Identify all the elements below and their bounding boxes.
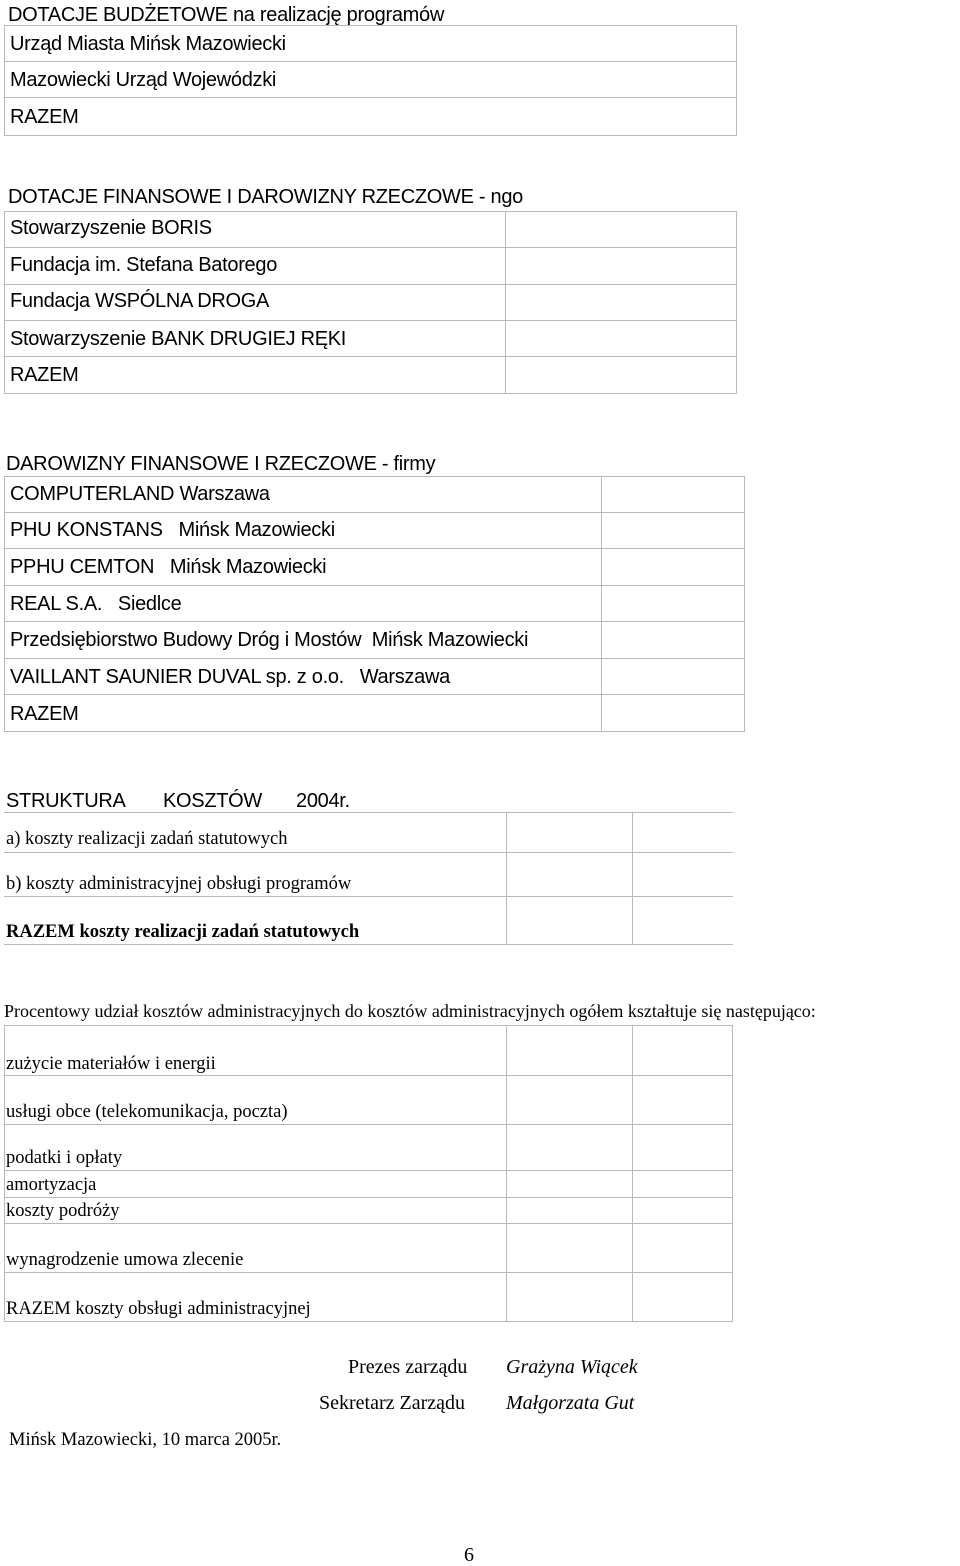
row-name: PPHU CEMTON Mińsk Mazowiecki: [10, 556, 327, 578]
section-title-year: 2004r.: [296, 790, 350, 812]
row-name: Stowarzyszenie BANK DRUGIEJ RĘKI: [10, 328, 347, 350]
sekretarz-name: Małgorzata Gut: [506, 1392, 635, 1414]
row-name: podatki i opłaty: [6, 1148, 123, 1168]
section-title: DOTACJE BUDŻETOWE na realizację programów: [8, 4, 444, 26]
row-name: Stowarzyszenie BORIS: [10, 217, 212, 239]
prezes-role: Prezes zarządu: [348, 1356, 468, 1378]
section-title-struktura: STRUKTURA: [6, 790, 126, 812]
row-name: usługi obce (telekomunikacja, poczta): [6, 1102, 288, 1122]
section-title: DOTACJE FINANSOWE I DAROWIZNY RZECZOWE - ngo: [8, 186, 523, 208]
page-number: 6: [464, 1544, 474, 1566]
row-name-total: RAZEM: [10, 364, 79, 386]
row-name: COMPUTERLAND Warszawa: [10, 483, 270, 505]
row-name: REAL S.A. Siedlce: [10, 593, 182, 615]
row-name: a) koszty realizacji zadań statutowych: [6, 829, 288, 849]
row-name: wynagrodzenie umowa zlecenie: [6, 1250, 244, 1270]
row-name: Urząd Miasta Mińsk Mazowiecki: [10, 33, 286, 55]
row-name: amortyzacja: [6, 1175, 97, 1195]
row-name-total: RAZEM: [10, 703, 79, 725]
row-name: PHU KONSTANS Mińsk Mazowiecki: [10, 519, 335, 541]
row-name: b) koszty administracyjnej obsługi programów: [6, 874, 352, 894]
row-name: koszty podróży: [6, 1201, 120, 1221]
row-name: VAILLANT SAUNIER DUVAL sp. z o.o. Warszawa: [10, 666, 450, 688]
row-name: zużycie materiałów i energii: [6, 1054, 216, 1074]
section-title-kosztow: KOSZTÓW: [163, 790, 263, 812]
row-name: Fundacja WSPÓLNA DROGA: [10, 290, 270, 312]
row-name: Mazowiecki Urząd Wojewódzki: [10, 69, 277, 91]
row-name-total: RAZEM: [10, 106, 79, 128]
row-name: Przedsiębiorstwo Budowy Dróg i Mostów Mińsk Mazowiecki: [10, 629, 529, 651]
sekretarz-role: Sekretarz Zarządu: [319, 1392, 466, 1414]
row-name-total: RAZEM koszty realizacji zadań statutowych: [6, 922, 360, 942]
intro-text: Procentowy udział kosztów administracyjnych do kosztów administracyjnych ogółem kształtuje się następująco:: [4, 1001, 816, 1021]
section-title: DAROWIZNY FINANSOWE I RZECZOWE - firmy: [6, 453, 436, 475]
row-name: Fundacja im. Stefana Batorego: [10, 254, 278, 276]
row-name-total: RAZEM koszty obsługi administracyjnej: [6, 1299, 311, 1319]
prezes-name: Grażyna Wiącek: [506, 1356, 638, 1378]
place-date: Mińsk Mazowiecki, 10 marca 2005r.: [9, 1430, 282, 1450]
